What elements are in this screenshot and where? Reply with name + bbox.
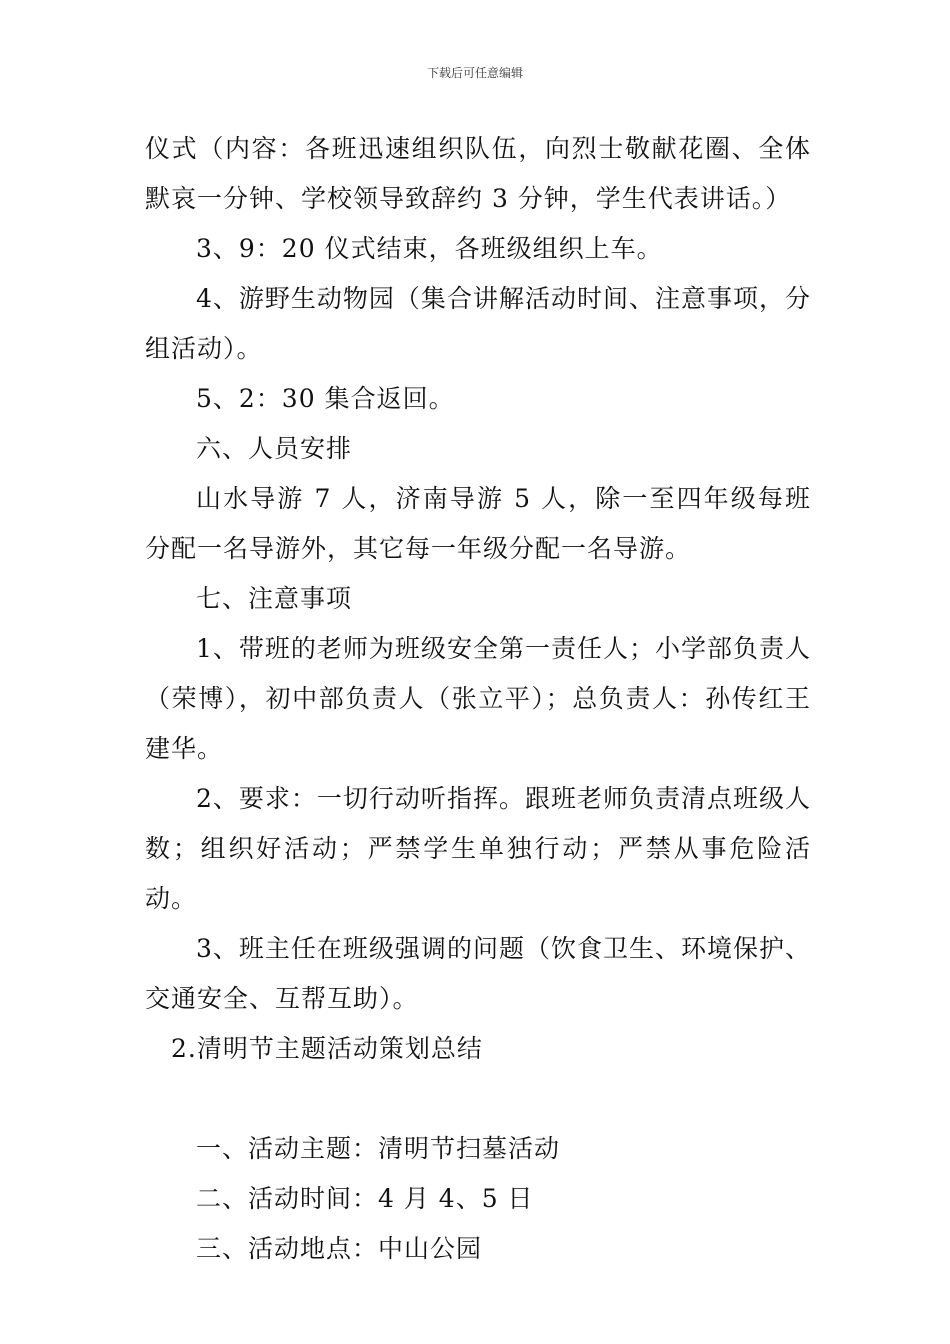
paragraph-item-5: 5、2：30 集合返回。 bbox=[196, 384, 455, 413]
blank-line bbox=[145, 1074, 811, 1124]
paragraph-item-4: 4、游野生动物园（集合讲解活动时间、注意事项，分组活动）。 bbox=[145, 284, 811, 363]
document-body bbox=[145, 124, 811, 1274]
page-header: 下载后可任意编辑 bbox=[426, 66, 523, 80]
paragraph-location: 三、活动地点：中山公园 bbox=[196, 1234, 483, 1263]
heading-staff-arrangement: 六、人员安排 bbox=[196, 434, 353, 463]
paragraph-ceremony: 仪式（内容：各班迅速组织队伍，向烈士敬献花圈、全体默哀一分钟、学校领导致辞约 3 分钟，学生代表讲话。） bbox=[145, 134, 811, 213]
paragraph-guides: 山水导游 7 人，济南导游 5 人，除一至四年级每班分配一名导游外，其它每一年级分配一名导游。 bbox=[145, 484, 811, 563]
heading-notes: 七、注意事项 bbox=[196, 584, 353, 613]
paragraph-theme: 一、活动主题：清明节扫墓活动 bbox=[196, 1134, 561, 1163]
paragraph-item-3: 3、9：20 仪式结束，各班级组织上车。 bbox=[196, 234, 663, 263]
paragraph-note-3: 3、班主任在班级强调的问题（饮食卫生、环境保护、交通安全、互帮互助）。 bbox=[145, 934, 811, 1013]
paragraph-note-1: 1、带班的老师为班级安全第一责任人；小学部负责人（荣博），初中部负责人（张立平）；总负责人：孙传红王建华。 bbox=[145, 634, 811, 763]
paragraph-note-2: 2、要求：一切行动听指挥。跟班老师负责清点班级人数；组织好活动；严禁学生单独行动；严禁从事危险活动。 bbox=[145, 784, 811, 913]
paragraph-time: 二、活动时间：4 月 4、5 日 bbox=[196, 1184, 534, 1213]
section-title: 2.清明节主题活动策划总结 bbox=[171, 1034, 483, 1063]
